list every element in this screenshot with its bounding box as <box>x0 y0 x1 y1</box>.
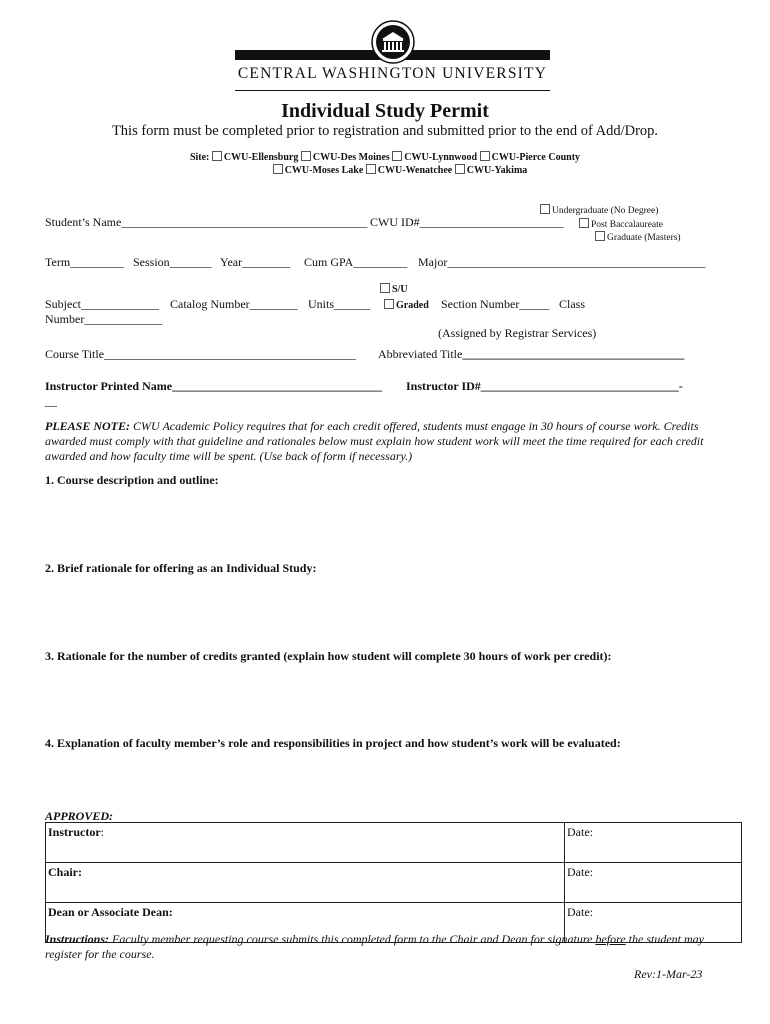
subject-field[interactable]: Subject_____________ <box>45 297 159 311</box>
level-graduate <box>595 231 681 243</box>
year-field[interactable]: Year________ <box>220 255 291 269</box>
site-checkbox-moses-lake[interactable] <box>273 164 283 174</box>
graded-option <box>384 297 429 312</box>
site-checkbox-des-moines[interactable] <box>301 151 311 161</box>
level-label-graduate: Graduate (Masters) <box>607 233 681 243</box>
site-option-wenatchee: CWU-Wenatchee <box>377 165 453 176</box>
level-label-undergraduate: Undergraduate (No Degree) <box>552 206 659 216</box>
policy-note-lead: PLEASE NOTE: <box>45 419 131 433</box>
policy-note-text: CWU Academic Policy requires that for each credit offered, students must engage in 30 hours of course work. Credits awarded must comply with that guideline and rationales below must explain how student work will meet the time required for each credit awarded and how faculty time will be spent. (Use back of form if necessary.) <box>45 419 704 463</box>
chair-signature-cell[interactable] <box>46 863 565 903</box>
university-seal-icon <box>371 20 415 64</box>
approval-table <box>45 822 742 943</box>
level-undergraduate <box>540 204 658 216</box>
instructions-lead: Instructions: <box>45 932 110 946</box>
dean-role-label: Dean or Associate Dean: <box>48 905 173 919</box>
abbreviated-title-label: Abbreviated Title <box>378 347 463 361</box>
instructor-role-colon: : <box>100 825 105 839</box>
instructions-emphasis: before <box>595 932 626 946</box>
major-field[interactable]: Major___________________________________________ <box>418 255 706 269</box>
instructor-role-label: Instructor <box>48 825 101 839</box>
site-checkbox-lynnwood[interactable] <box>392 151 402 161</box>
approval-row-chair <box>46 863 742 903</box>
site-option-lynnwood: CWU-Lynnwood <box>404 152 478 163</box>
abbreviated-title-field[interactable] <box>378 347 684 362</box>
site-option-moses-lake: CWU-Moses Lake <box>284 165 364 176</box>
form-title: Individual Study Permit <box>281 100 489 122</box>
instructor-date-cell[interactable] <box>565 823 742 863</box>
instructor-id-field[interactable]: Instructor ID#_________________________________- <box>406 379 683 393</box>
chair-role-label: Chair: <box>48 865 82 879</box>
approved-heading: APPROVED: <box>45 809 114 823</box>
form-subtitle: This form must be completed prior to registration and submitted prior to the end of Add/Drop. <box>111 123 659 139</box>
revision-label: Rev:1-Mar-23 <box>634 967 703 981</box>
su-option <box>380 283 408 295</box>
site-checkbox-yakima[interactable] <box>455 164 465 174</box>
instructions-text-b: the student may register for the course. <box>45 932 704 961</box>
policy-note <box>45 419 735 464</box>
level-post-bacc <box>579 218 663 230</box>
cwu-id-field[interactable]: CWU ID#________________________ <box>370 215 564 229</box>
site-option-ellensburg: CWU-Ellensburg <box>223 152 299 163</box>
logo-rule-bottom <box>235 90 550 91</box>
site-checkbox-pierce-county[interactable] <box>480 151 490 161</box>
session-field[interactable]: Session_______ <box>133 255 212 269</box>
site-label: Site: <box>189 152 210 163</box>
level-checkbox-undergraduate[interactable] <box>540 204 550 214</box>
abbreviated-title-line: _____________________________________ <box>462 347 685 361</box>
question-1: 1. Course description and outline: <box>45 473 219 487</box>
site-option-pierce-county: CWU-Pierce County <box>491 152 581 163</box>
catalog-number-field[interactable]: Catalog Number________ <box>170 297 298 311</box>
level-label-post-bacc: Post Baccalaureate <box>591 220 664 230</box>
instructor-signature-cell[interactable] <box>46 823 565 863</box>
section-number-field[interactable]: Section Number_____ <box>441 297 550 311</box>
gpa-field[interactable]: Cum GPA_________ <box>304 255 408 269</box>
su-checkbox[interactable] <box>380 283 390 293</box>
chair-date-cell[interactable] <box>565 863 742 903</box>
site-option-des-moines: CWU-Des Moines <box>312 152 390 163</box>
class-number-label: Class <box>559 297 586 311</box>
units-field[interactable]: Units______ <box>308 297 371 311</box>
site-row-1 <box>0 151 770 163</box>
question-3: 3. Rationale for the number of credits granted (explain how student will complete 30 hours of work per credit): <box>45 649 612 663</box>
site-option-yakima: CWU-Yakima <box>466 165 528 176</box>
instructions-text-a: Faculty member requesting course submits this completed form to the Chair and Dean for signature <box>109 932 596 946</box>
instructions-note <box>45 932 735 962</box>
chair-date-label: Date: <box>567 865 593 879</box>
question-2: 2. Brief rationale for offering as an Individual Study: <box>45 561 317 575</box>
approval-row-instructor <box>46 823 742 863</box>
graded-checkbox[interactable] <box>384 299 394 309</box>
site-checkbox-wenatchee[interactable] <box>366 164 376 174</box>
level-checkbox-post-bacc[interactable] <box>579 218 589 228</box>
graded-label: Graded <box>396 300 429 311</box>
term-field[interactable]: Term_________ <box>45 255 125 269</box>
dean-date-label: Date: <box>567 905 593 919</box>
instructor-date-label: Date: <box>567 825 593 839</box>
instructor-id-overflow: __ <box>45 394 57 408</box>
site-row-2 <box>0 164 770 176</box>
assigned-note: (Assigned by Registrar Services) <box>438 326 597 340</box>
level-checkbox-graduate[interactable] <box>595 231 605 241</box>
question-4: 4. Explanation of faculty member’s role and responsibilities in project and how student’s work will be evaluated: <box>45 736 621 750</box>
class-number-field[interactable]: Number_____________ <box>45 312 163 326</box>
student-name-field[interactable]: Student’s Name_________________________________________ <box>45 215 368 229</box>
course-title-field[interactable]: Course Title__________________________________________ <box>45 347 357 361</box>
university-name: CENTRAL WASHINGTON UNIVERSITY <box>237 65 548 82</box>
su-label: S/U <box>392 284 408 295</box>
site-checkbox-ellensburg[interactable] <box>212 151 222 161</box>
instructor-name-field[interactable]: Instructor Printed Name___________________________________ <box>45 379 383 393</box>
